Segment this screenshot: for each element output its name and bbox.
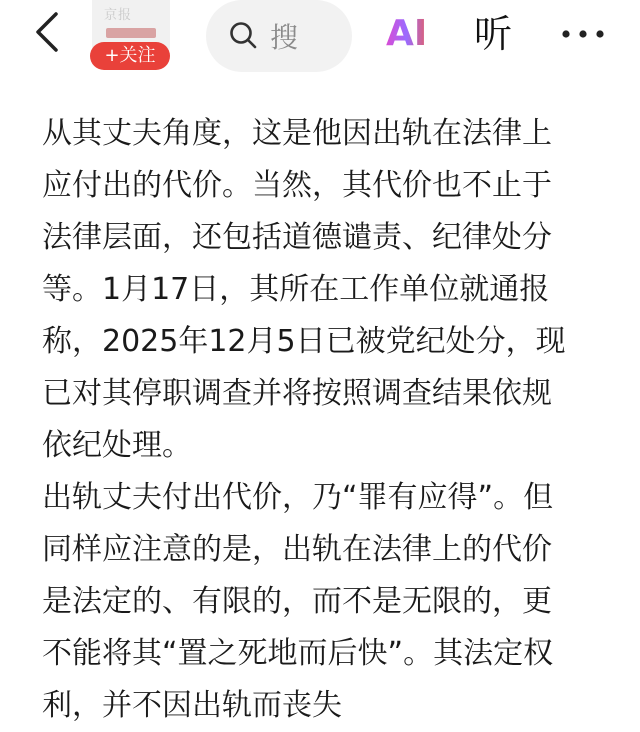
paragraph-line: 法律层面，还包括道德谴责、纪律处分 (42, 220, 552, 255)
ai-button[interactable] (386, 12, 432, 56)
ai-label: AI (386, 13, 428, 54)
avatar-logo-mark (106, 28, 156, 38)
paragraph-line: 不能将其“置之死地而后快”。其法定权 (42, 636, 554, 671)
paragraph-line: 已对其停职调查并将按照调查结果依规 (42, 376, 552, 411)
paragraph-line: 从其丈夫角度，这是他因出轨在法律上 (42, 116, 552, 151)
paragraph-line: 是法定的、有限的，而不是无限的，更 (42, 584, 552, 619)
chevron-left-icon (28, 10, 68, 54)
paragraph-line: 出轨丈夫付出代价，乃“罪有应得”。但 (42, 480, 554, 515)
top-bar (0, 0, 640, 84)
more-button[interactable] (556, 14, 612, 54)
paragraph-1 (42, 108, 566, 472)
back-button[interactable] (28, 10, 68, 54)
search-input[interactable] (206, 0, 352, 72)
paragraph-line: 应付出的代价。当然，其代价也不止于 (42, 168, 552, 203)
paragraph-line: 利，并不因出轨而丧失 (42, 688, 342, 723)
paragraph-line: 称，2025年12月5日已被党纪处分，现 (42, 324, 566, 359)
follow-button[interactable]: +关注 (90, 42, 170, 70)
avatar-logo-text: 京报 (104, 8, 133, 23)
paragraph-line: 依纪处理。 (42, 428, 192, 463)
paragraph-line: 同样应注意的是，出轨在法律上的代价 (42, 532, 552, 567)
listen-button[interactable]: 听 (474, 12, 513, 56)
more-dots-icon (556, 14, 612, 54)
paragraph-2 (42, 472, 553, 732)
search-placeholder: 搜 (270, 21, 299, 54)
search-icon (228, 20, 258, 50)
paragraph-line: 等。1月17日，其所在工作单位就通报 (42, 272, 550, 307)
